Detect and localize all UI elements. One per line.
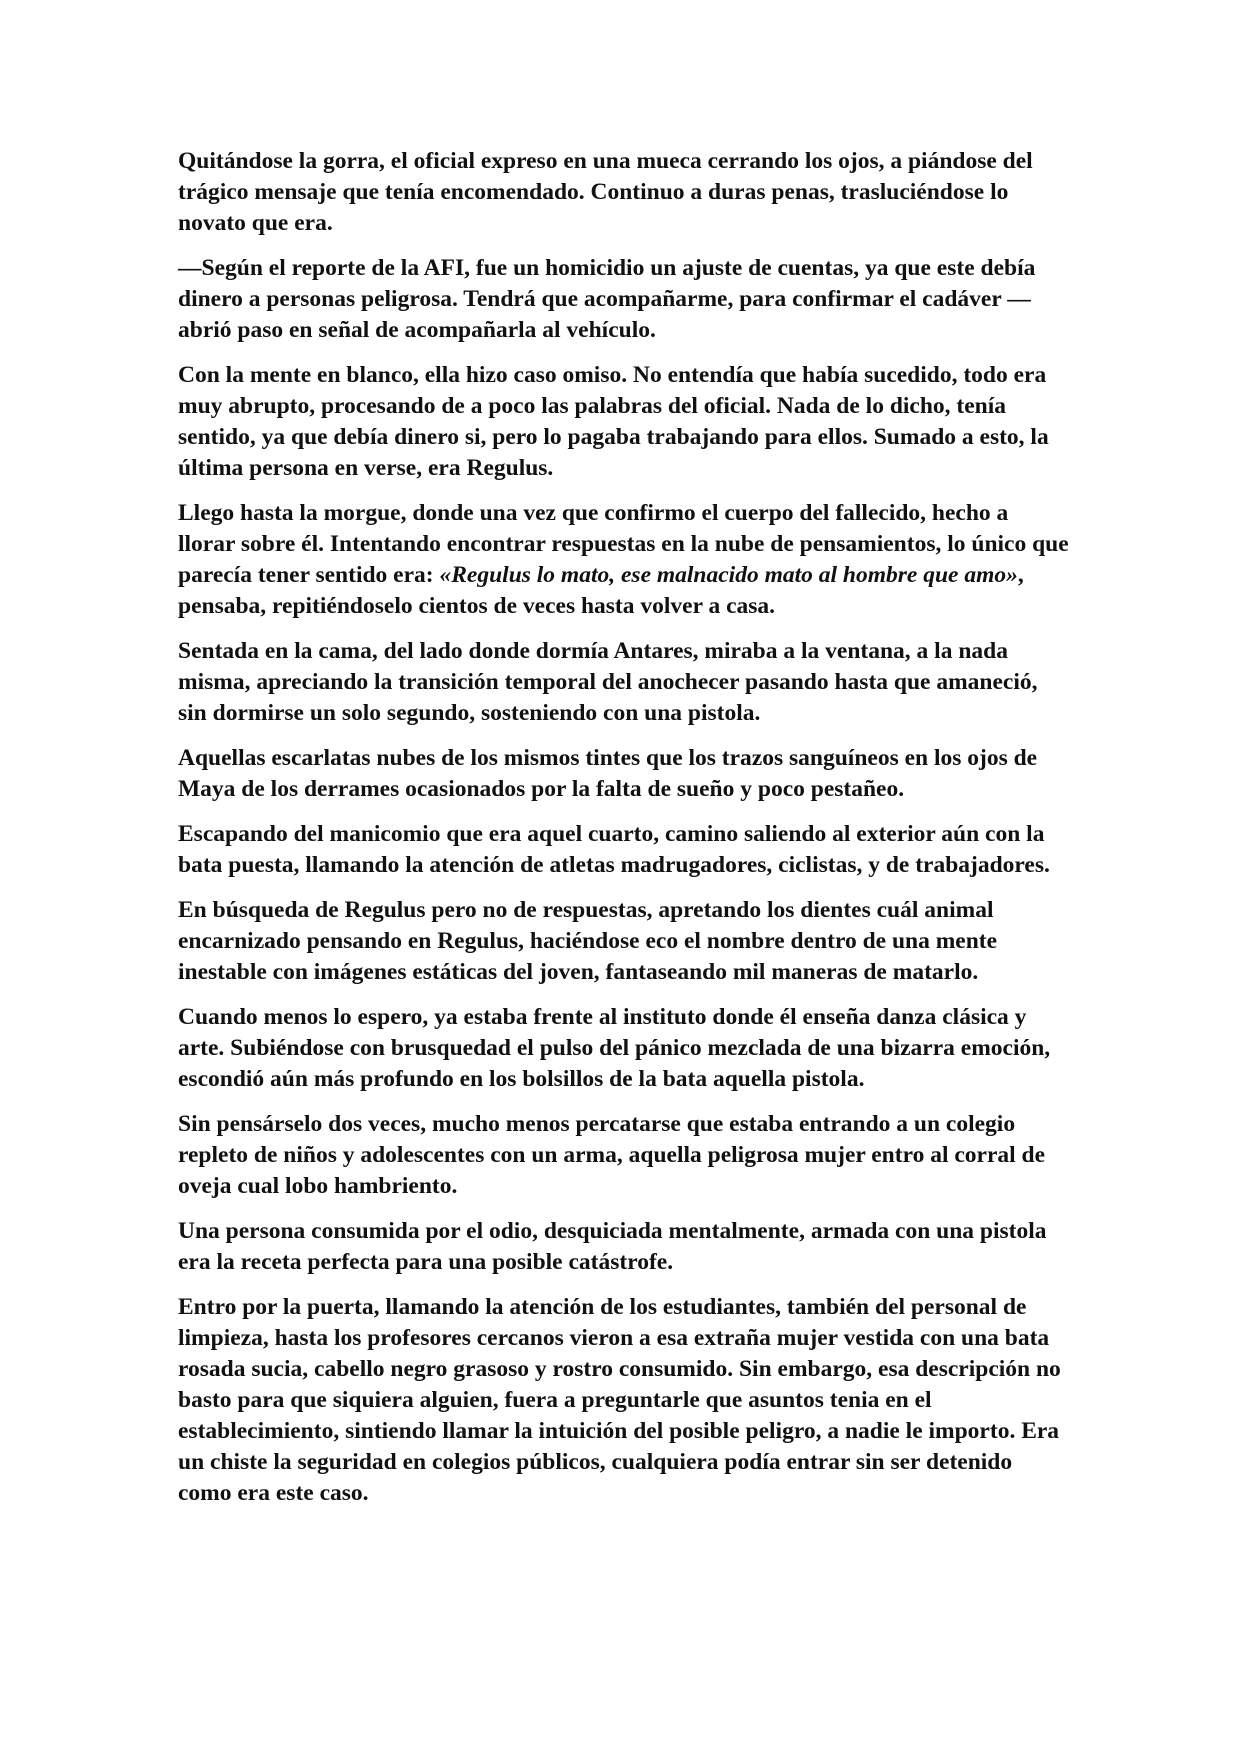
paragraph-2: —Según el reporte de la AFI, fue un homicidio un ajuste de cuentas, ya que este debía dinero a personas peligrosa. Tendrá que acompañarme, para confirmar el cadáver —abrió paso en señal de acompañarla al vehículo. [178,255,1036,343]
paragraph-4-italic-quote: «Regulus lo mato, ese malnacido mato al hombre que amo» [439,562,1018,588]
paragraph-10: Sin pensárselo dos veces, mucho menos percatarse que estaba entrando a un colegio repleto de niños y adolescentes con un arma, aquella peligrosa mujer entro al corral de oveja cual lobo hambriento. [178,1111,1046,1199]
paragraph-6: Aquellas escarlatas nubes de los mismos tintes que los trazos sanguíneos en los ojos de Maya de los derrames ocasionados por la falta de sueño y poco pestañeo. [178,745,1038,802]
document-page [178,146,1071,1523]
paragraph-3: Con la mente en blanco, ella hizo caso omiso. No entendía que había sucedido, todo era muy abrupto, procesando de a poco las palabras del oficial. Nada de lo dicho, tenía sentido, ya que debía dinero si, pero lo pagaba trabajando para ellos. Sumado a esto, la última persona en verse, era Regulus. [178,362,1049,481]
paragraph-12: Entro por la puerta, llamando la atención de los estudiantes, también del personal de limpieza, hasta los profesores cercanos vieron a esa extraña mujer vestida con una bata rosada sucia, cabello negro grasoso y rostro consumido. Sin embargo, esa descripción no basto para que siquiera alguien, fuera a preguntarle que asuntos tenia en el establecimiento, sintiendo llamar la intuición del posible peligro, a nadie le importo. Era un chiste la seguridad en colegios públicos, cualquiera podía entrar sin ser detenido como era este caso. [178,1294,1061,1506]
paragraph-9: Cuando menos lo espero, ya estaba frente al instituto donde él enseña danza clásica y arte. Subiéndose con brusquedad el pulso del pánico mezclada de una bizarra emoción, escondió aún más profundo en los bolsillos de la bata aquella pistola. [178,1004,1051,1092]
paragraph-1: Quitándose la gorra, el oficial expreso en una mueca cerrando los ojos, a piándose del trágico mensaje que tenía encomendado. Continuo a duras penas, trasluciéndose lo novato que era. [178,148,1033,236]
paragraph-5: Sentada en la cama, del lado donde dormía Antares, miraba a la ventana, a la nada misma, apreciando la transición temporal del anochecer pasando hasta que amaneció, sin dormirse un solo segundo, sosteniendo con una pistola. [178,638,1038,726]
paragraph-4 [178,498,1071,622]
paragraph-4-text-before: Llego hasta la morgue, donde una vez que confirmo el cuerpo del fallecido, hecho a llorar sobre él. Intentando encontrar respuestas en la nube de pensamientos, lo único que parecía tener sentido era: [178,500,1069,588]
paragraph-4-text-after: , pensaba, repitiéndoselo cientos de veces hasta volver a casa. [178,562,1024,619]
paragraph-7: Escapando del manicomio que era aquel cuarto, camino saliendo al exterior aún con la bata puesta, llamando la atención de atletas madrugadores, ciclistas, y de trabajadores. [178,821,1050,878]
paragraph-8: En búsqueda de Regulus pero no de respuestas, apretando los dientes cuál animal encarnizado pensando en Regulus, haciéndose eco el nombre dentro de una mente inestable con imágenes estáticas del joven, fantaseando mil maneras de matarlo. [178,897,998,985]
paragraph-11: Una persona consumida por el odio, desquiciada mentalmente, armada con una pistola era la receta perfecta para una posible catástrofe. [178,1218,1047,1275]
